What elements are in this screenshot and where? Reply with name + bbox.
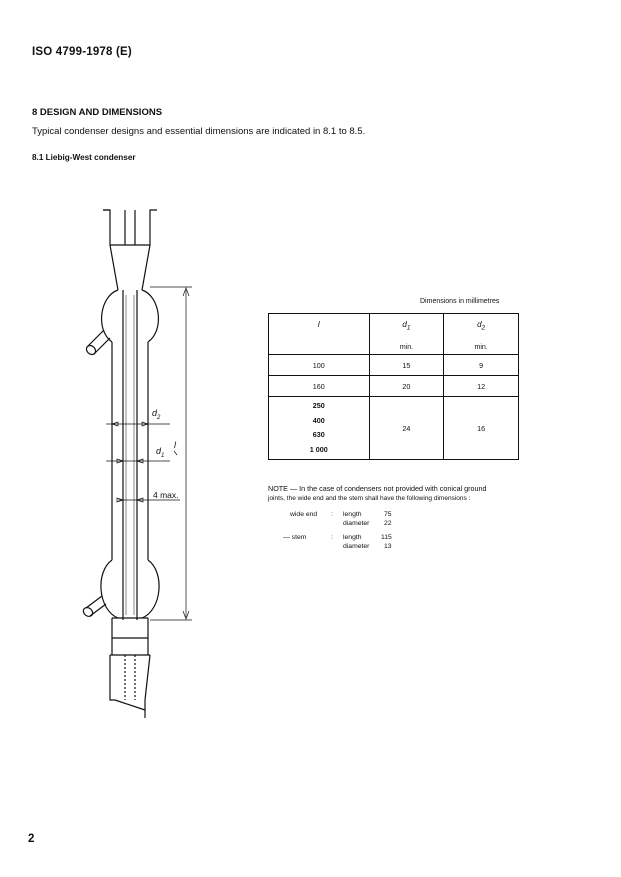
cell-l: 250 400 630 1 000 bbox=[269, 397, 370, 460]
note-stem-length: 115 bbox=[381, 534, 392, 541]
dimensions-table bbox=[268, 313, 519, 460]
label-d1: $d_1$ bbox=[156, 446, 165, 459]
cell-l: 100 bbox=[269, 355, 370, 376]
note-wide-end-diameter: 22 bbox=[384, 520, 392, 527]
cell-d2: 9 bbox=[444, 355, 519, 376]
table-header-row bbox=[269, 314, 519, 355]
note-colon: : bbox=[331, 534, 333, 541]
page-number: 2 bbox=[28, 833, 35, 845]
note-colon: : bbox=[331, 511, 333, 518]
label-4-max: 4 max. bbox=[153, 490, 179, 500]
cell-d1: 20 bbox=[369, 376, 444, 397]
table-caption: Dimensions in millimetres bbox=[420, 298, 500, 305]
note-diameter-label: diameter bbox=[343, 543, 370, 550]
note-length-label: length bbox=[343, 534, 362, 541]
header-d1: $d_1$ min. bbox=[369, 314, 444, 355]
cell-l: 160 bbox=[269, 376, 370, 397]
document-id: ISO 4799-1978 (E) bbox=[32, 46, 132, 58]
label-d2: $d_2$ bbox=[152, 408, 161, 421]
header-l: l bbox=[269, 314, 370, 355]
note-stem-label: — stem bbox=[283, 534, 307, 541]
label-l: l bbox=[174, 440, 176, 450]
section-heading: 8 DESIGN AND DIMENSIONS bbox=[32, 107, 163, 118]
cell-d1: 15 bbox=[369, 355, 444, 376]
note-wide-end-label: wide end bbox=[290, 511, 318, 518]
header-d2: $d_2$ min. bbox=[444, 314, 519, 355]
table-row bbox=[269, 376, 519, 397]
note-stem-diameter: 13 bbox=[384, 543, 392, 550]
cell-d1: 24 bbox=[369, 397, 444, 460]
note-diameter-label: diameter bbox=[343, 520, 370, 527]
section-intro: Typical condenser designs and essential dimensions are indicated in 8.1 to 8.5. bbox=[32, 126, 366, 137]
table-note: NOTE — In the case of condensers not provided with conical ground joints, the wide end and the stem shall have the following dimensions : bbox=[268, 484, 487, 502]
table-row bbox=[269, 355, 519, 376]
cell-d2: 12 bbox=[444, 376, 519, 397]
note-wide-end-length: 75 bbox=[384, 511, 392, 518]
table-row bbox=[269, 397, 519, 460]
subsection-heading: 8.1 Liebig-West condenser bbox=[32, 153, 136, 162]
note-length-label: length bbox=[343, 511, 362, 518]
cell-d2: 16 bbox=[444, 397, 519, 460]
